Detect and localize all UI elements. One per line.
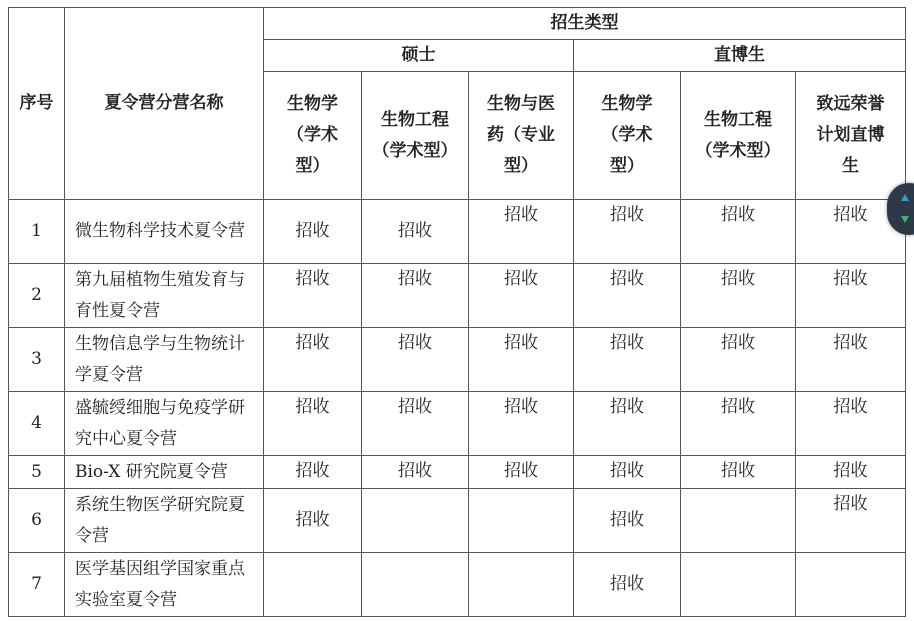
cell: 招收 <box>796 392 906 456</box>
row-index: 2 <box>9 264 65 328</box>
cell: 招收 <box>796 328 906 392</box>
header-index: 序号 <box>9 8 65 200</box>
header-camp-name: 夏令营分营名称 <box>65 8 264 200</box>
row-index: 1 <box>9 200 65 264</box>
cell: 招收 <box>574 392 681 456</box>
cell <box>469 489 574 553</box>
header-col-5: 生物工程（学术型） <box>681 72 796 200</box>
cell: 招收 <box>574 264 681 328</box>
cell: 招收 <box>362 456 469 489</box>
cell: 招收 <box>362 392 469 456</box>
cell: 招收 <box>469 264 574 328</box>
row-index: 3 <box>9 328 65 392</box>
cell: 招收 <box>796 489 906 553</box>
cell <box>362 489 469 553</box>
cell: 招收 <box>264 328 362 392</box>
table-row <box>9 553 906 617</box>
cell: 招收 <box>796 456 906 489</box>
camp-name: 系统生物医学研究院夏令营 <box>65 489 264 553</box>
cell: 招收 <box>574 328 681 392</box>
arrow-up-icon[interactable] <box>900 193 910 203</box>
cell <box>681 489 796 553</box>
camp-name: 盛毓绶细胞与免疫学研究中心夏令营 <box>65 392 264 456</box>
cell: 招收 <box>264 200 362 264</box>
header-col-6: 致远荣誉计划直博生 <box>796 72 906 200</box>
cell: 招收 <box>574 489 681 553</box>
arrow-down-icon[interactable] <box>900 214 910 224</box>
table-row <box>9 328 906 392</box>
camp-name: 生物信息学与生物统计学夏令营 <box>65 328 264 392</box>
cell: 招收 <box>264 264 362 328</box>
table-row <box>9 392 906 456</box>
camp-name: Bio-X 研究院夏令营 <box>65 456 264 489</box>
cell: 招收 <box>469 392 574 456</box>
cell: 招收 <box>264 489 362 553</box>
row-index: 6 <box>9 489 65 553</box>
cell <box>681 553 796 617</box>
header-col-1: 生物学（学术型） <box>264 72 362 200</box>
cell: 招收 <box>469 328 574 392</box>
cell: 招收 <box>681 392 796 456</box>
cell: 招收 <box>362 200 469 264</box>
table-row <box>9 200 906 264</box>
row-index: 7 <box>9 553 65 617</box>
header-recruit-type: 招生类型 <box>264 8 906 40</box>
camp-name: 微生物科学技术夏令营 <box>65 200 264 264</box>
table-row <box>9 489 906 553</box>
cell: 招收 <box>574 456 681 489</box>
cell: 招收 <box>796 264 906 328</box>
cell: 招收 <box>574 200 681 264</box>
row-index: 5 <box>9 456 65 489</box>
cell <box>362 553 469 617</box>
header-direct-phd: 直博生 <box>574 40 906 72</box>
table-row <box>9 264 906 328</box>
cell: 招收 <box>681 328 796 392</box>
cell: 招收 <box>796 200 906 264</box>
cell <box>264 553 362 617</box>
header-col-2: 生物工程（学术型） <box>362 72 469 200</box>
cell: 招收 <box>681 200 796 264</box>
cell: 招收 <box>264 456 362 489</box>
camp-table <box>8 7 906 617</box>
cell: 招收 <box>681 456 796 489</box>
camp-name: 医学基因组学国家重点实验室夏令营 <box>65 553 264 617</box>
cell: 招收 <box>362 328 469 392</box>
cell: 招收 <box>469 456 574 489</box>
cell <box>796 553 906 617</box>
header-master: 硕士 <box>264 40 574 72</box>
cell <box>469 553 574 617</box>
cell: 招收 <box>264 392 362 456</box>
header-col-3: 生物与医药（专业型） <box>469 72 574 200</box>
table-row <box>9 456 906 489</box>
cell: 招收 <box>469 200 574 264</box>
cell: 招收 <box>574 553 681 617</box>
camp-name: 第九届植物生殖发育与育性夏令营 <box>65 264 264 328</box>
cell: 招收 <box>362 264 469 328</box>
cell: 招收 <box>681 264 796 328</box>
row-index: 4 <box>9 392 65 456</box>
header-col-4: 生物学（学术型） <box>574 72 681 200</box>
